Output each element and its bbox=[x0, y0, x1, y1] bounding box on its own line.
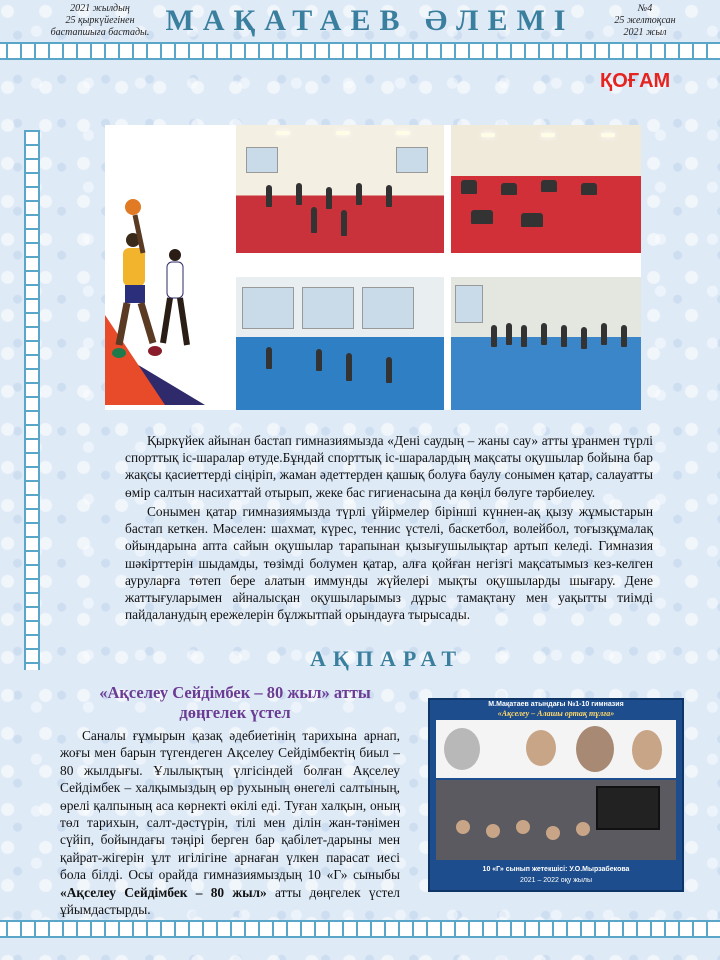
article-title-line-1: «Ақселеу Сейдімбек – 80 жыл» атты bbox=[99, 683, 371, 702]
issue-number: №4 bbox=[637, 3, 653, 14]
newspaper-title: МАҚАТАЕВ ӘЛЕМІ bbox=[165, 4, 575, 37]
article-paragraph-2: Сонымен қатар гимназиямызда түрлі үйірмелер бірінші күннен-ақ қызу жұмыстарын бастап кеткен. Мәселен: шахмат, күрес, теннис үстелі, баскетбол, волейбол, тоғызқұмалақ ойындарына апта сайын оқушылар тарапынан қызығушылықтар артып келеді. Гимназия шәкірттерін шыдамды, төзімді болумен қатар, алға қойған негізгі мақсатымыз кез-келген ауруларға төтеп бере алатын иммунды жүйелері мықты оқушыларды шығару. Дене жаттығуларымен айналысқан оқушыларымыз дұрыс тамақтану мен уақытты тиімді пайдаланудың ережелерін бұлжытпай орындауға тырысады. bbox=[125, 504, 653, 623]
founded-line-1: 2021 жылдың bbox=[70, 3, 130, 14]
body-text: Саналы ғұмырын қазақ әдебиетінің тарихына арнап, жоғы мен барын түгендеген Ақселеу Сейдімбектің биыл – 80 жылдығы. Ұлылықтың үлгісіндей болған Ақселеу Сейдімбек – халқымыздың өр рухының өнегелі салтының, өрелі қалпының аса көрнекті өкілі еді. Туған халқын, оның төл тарихын, салт-дәстүрін, тілі мен ділін жан-тәнімен сүйіп, бойындағы тәңірі берген бар қабілет-дарыны мен қайрат-жігерін ұлт игілігіне арнаған үлкен парасат иесі бола білді. Осы орайда гимназиямыздың 10 «Г» сыныбы bbox=[60, 728, 400, 883]
top-ornament bbox=[0, 42, 720, 60]
gym-photo-basketball bbox=[236, 277, 444, 410]
issue-year: 2021 жыл bbox=[623, 27, 667, 38]
article-title-line-2: дөңгелек үстел bbox=[179, 703, 291, 722]
roundtable-poster bbox=[428, 698, 684, 892]
issue-date: 25 желтоқсан bbox=[614, 15, 676, 26]
founded-note bbox=[40, 3, 160, 39]
gym-photo-group bbox=[451, 277, 641, 410]
roundtable-article-title bbox=[70, 683, 400, 723]
info-section-heading: АҚПАРАТ bbox=[310, 646, 464, 671]
gym-photo-exercise bbox=[236, 125, 444, 253]
sports-photo-collage bbox=[105, 125, 641, 410]
bottom-ornament bbox=[0, 920, 720, 938]
basketball-player-illustration bbox=[105, 165, 205, 405]
issue-info bbox=[590, 3, 700, 39]
roundtable-article-body bbox=[60, 727, 400, 918]
gym-photo-wrestling bbox=[451, 125, 641, 253]
poster-year-caption: 2021 – 2022 оқу жылы bbox=[519, 877, 593, 884]
poster-teacher-caption: 10 «Г» сынып жетекшісі: У.О.Мырзабекова bbox=[482, 866, 630, 873]
left-ornament bbox=[24, 130, 40, 670]
founded-line-2: 25 қыркүйегінен bbox=[65, 15, 135, 26]
poster-classroom-photo bbox=[436, 780, 676, 860]
section-tag: ҚОҒАМ bbox=[600, 70, 671, 92]
poster-title-caption: «Ақселеу – Алашы ортақ тұлға» bbox=[497, 709, 615, 718]
article-paragraph-1: Қыркүйек айынан бастап гимназиямызда «Дені саудың – жаны сау» атты ұранмен түрлі спорттық іс-шаралар өтуде.Бұндай спорттық іс-шаралардың мақсаты оқушылар бойына бар жақсы қасиеттерді сіңіріп, жаман әдеттерден қашық болуға баулу сонымен қатар, салауатты өмір салтын насихаттай отырып, жеке бас гигиенасына да көңіл бөлуге тәрбиелеу. bbox=[125, 433, 653, 500]
body-text-end: атты дөңгелек үстел ұйымдастырды. bbox=[60, 884, 400, 918]
body-bold-title: «Ақселеу Сейдімбек – 80 жыл» bbox=[60, 884, 267, 900]
founded-line-3: бастапшыға бастады. bbox=[50, 27, 150, 38]
poster-school-caption: М.Мақатаев атындағы №1-10 гимназия bbox=[488, 701, 624, 708]
poster-portraits bbox=[436, 720, 676, 778]
